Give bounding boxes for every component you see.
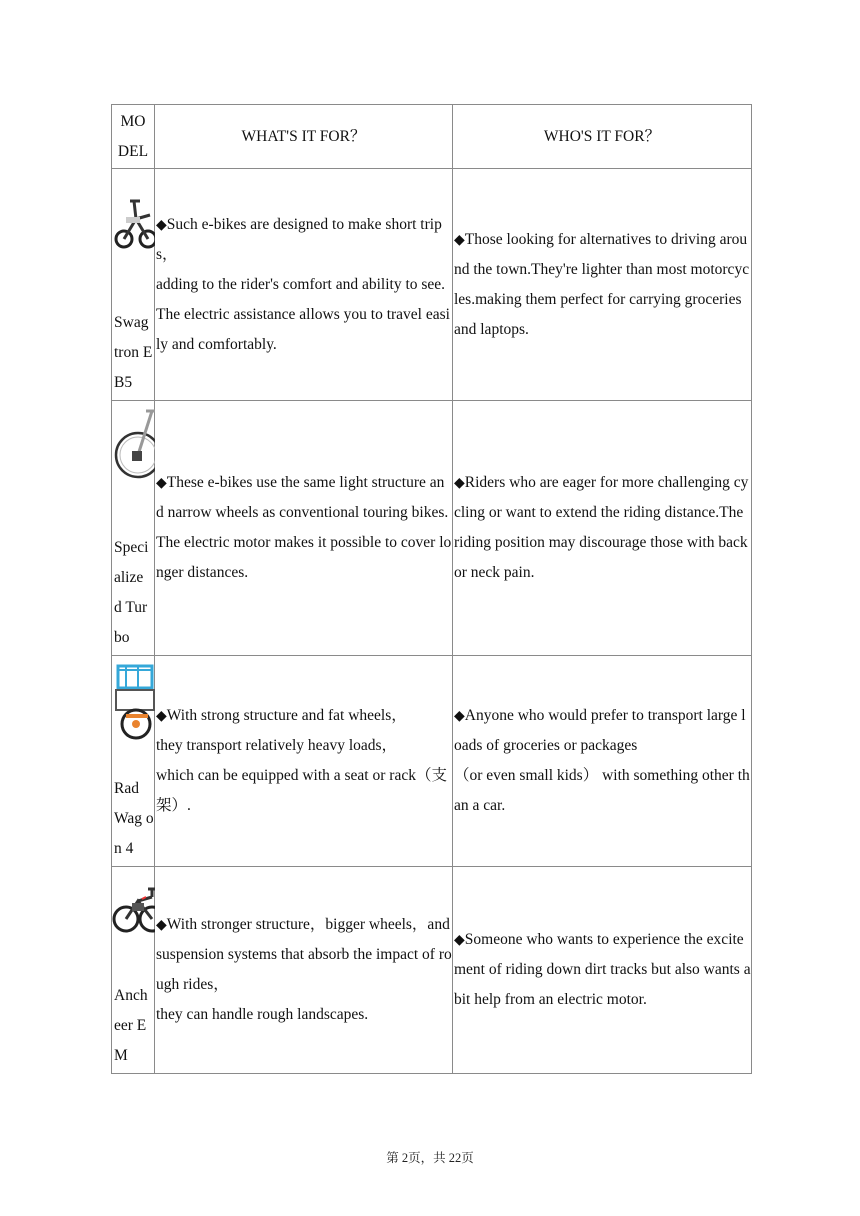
who-cell (453, 656, 752, 867)
model-cell (112, 656, 155, 867)
what-cell (155, 867, 453, 1074)
who-cell (453, 401, 752, 656)
what-text: These e-bikes use the same light structure and narrow wheels as conventional touring bikes.The electric motor makes it possible to cover longer distances. (156, 474, 452, 581)
what-cell (155, 401, 453, 656)
who-text: Riders who are eager for more challenging cycling or want to extend the riding distance.The riding position may discourage those with back or neck pain. (454, 474, 752, 581)
bullet-icon: ◆ (454, 231, 465, 248)
what-cell (155, 656, 453, 867)
what-text: With stronger structure，bigger wheels，and suspension systems that absorb the impact of rough rides， they can handle rough landscapes. (156, 916, 452, 1023)
model-name: Rad Wag on 4 (114, 780, 154, 857)
table-header-row (112, 105, 752, 169)
bullet-icon: ◆ (454, 932, 465, 948)
bullet-icon: ◆ (454, 475, 465, 491)
bullet-icon: ◆ (454, 708, 465, 724)
table-row (112, 867, 752, 1074)
header-what: WHAT'S IT FOR？ (155, 105, 453, 169)
model-cell (112, 169, 155, 401)
what-text: With strong structure and fat wheels， they transport relatively heavy loads， which can be equipped with a seat or rack（支架）. (156, 707, 447, 814)
model-name: Anch eer E M (114, 987, 148, 1064)
touring-ebike-image (112, 405, 155, 489)
model-cell (112, 401, 155, 656)
model-name: Speci alize d Tur bo (114, 539, 149, 646)
ebike-table (111, 104, 755, 1074)
model-cell (112, 867, 155, 1074)
what-cell (155, 169, 453, 401)
folding-ebike-image (112, 193, 155, 253)
model-name: Swag tron EB5 (114, 314, 153, 391)
who-text: Anyone who would prefer to transport large loads of groceries or packages （or even small kids） with something other than a car. (454, 707, 750, 814)
who-cell (453, 169, 752, 401)
bullet-icon: ◆ (156, 216, 167, 233)
bullet-icon: ◆ (156, 917, 167, 933)
table-row (112, 656, 752, 867)
bullet-icon: ◆ (156, 708, 167, 724)
header-model: MO DEL (112, 105, 155, 169)
cargo-ebike-image (112, 660, 155, 744)
bullet-icon: ◆ (156, 475, 167, 491)
page-footer: 第 2页，共 22页 (386, 1151, 474, 1165)
who-text: Someone who wants to experience the excitement of riding down dirt tracks but also wants a bit help from an electric motor. (454, 931, 755, 1008)
header-who: WHO'S IT FOR？ (453, 105, 752, 169)
what-text: Such e-bikes are designed to make short trips， adding to the rider's comfort and ability to see.The electric assistance allows you to travel easily and comfortably. (156, 215, 450, 353)
who-text: Those looking for alternatives to driving around the town.They're lighter than most motorcycles.making them perfect for carrying groceries and laptops. (454, 230, 750, 338)
table-row (112, 169, 752, 401)
who-cell (453, 867, 755, 1074)
table-row (112, 401, 752, 656)
mountain-ebike-image (112, 881, 155, 941)
